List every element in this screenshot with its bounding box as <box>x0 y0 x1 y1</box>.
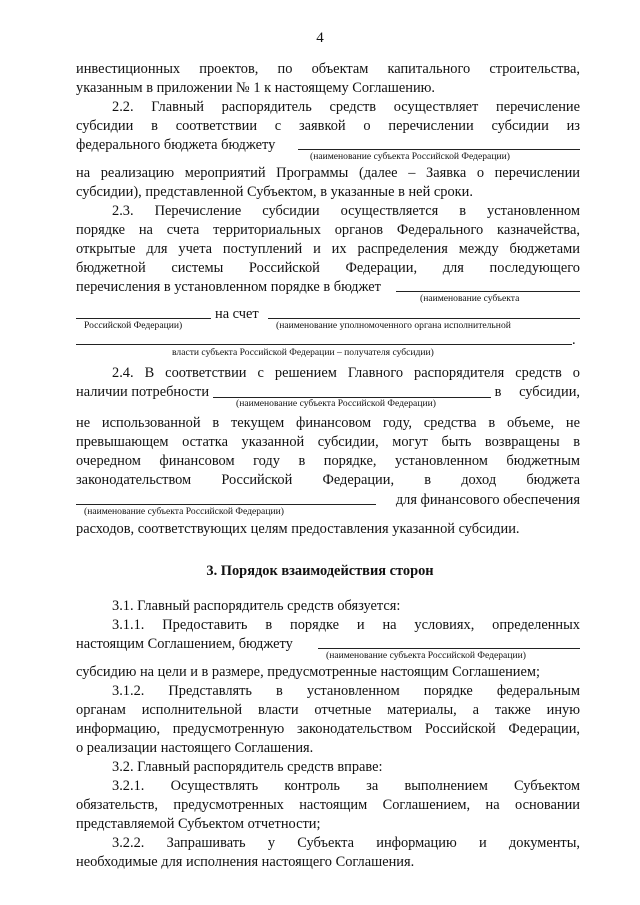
clause-2-2: 2.2. Главный распорядитель средств осуществляет перечисление <box>112 99 580 115</box>
text-line: о реализации настоящего Соглашения. <box>76 740 314 756</box>
text-line: обязательств, предусмотренных настоящим Соглашением, на основании <box>76 797 580 813</box>
text-line: субсидии), представленной Субъектом, в указанные в ней сроки. <box>76 184 473 200</box>
clause-2-4: 2.4. В соответствии с решением Главного распорядителя средств о <box>112 365 580 381</box>
text-line: законодательством Российской Федерации, в доход бюджета <box>76 472 580 488</box>
clause-3-2: 3.2. Главный распорядитель средств вправе: <box>112 759 383 775</box>
text-line: на реализацию мероприятий Программы (далее – Заявка о перечислении <box>76 165 580 181</box>
page-number: 4 <box>316 30 324 46</box>
text-line: настоящим Соглашением, бюджету <box>76 636 293 652</box>
clause-3-1-2: 3.1.2. Представлять в установленном порядке федеральным <box>112 683 580 699</box>
text-line: очередном финансовом году в порядке, установленном бюджетным <box>76 453 580 469</box>
text-line: превышающем остатка указанной субсидии, могут быть возвращены в <box>76 434 580 450</box>
text-line: субсидии в соответствии с заявкой о перечислении субсидии из <box>76 118 580 134</box>
text-line: субсидию на цели и в размере, предусмотренные настоящим Соглашением; <box>76 664 540 680</box>
field-caption: (наименование уполномоченного органа исполнительной <box>276 320 511 331</box>
text-line: бюджетной системы Российской Федерации, для последующего <box>76 260 580 276</box>
text-fragment: в субсидии, <box>494 384 580 400</box>
field-caption: (наименование субъекта Российской Федерации) <box>84 506 284 517</box>
clause-3-1-1: 3.1.1. Предоставить в порядке и на условиях, определенных <box>112 617 580 633</box>
text-line: . <box>572 332 576 348</box>
text-line: на счет <box>215 306 259 322</box>
section-heading: 3. Порядок взаимодействия сторон <box>206 563 434 579</box>
clause-2-3: 2.3. Перечисление субсидии осуществляется в установленном <box>112 203 580 219</box>
text-line: указанным в приложении № 1 к настоящему Соглашению. <box>76 80 435 96</box>
text-line: перечисления в установленном порядке в бюджет <box>76 279 381 295</box>
blank-field-line <box>76 344 572 345</box>
clause-3-2-2: 3.2.2. Запрашивать у Субъекта информацию и документы, <box>112 835 580 851</box>
blank-field-line <box>396 291 580 292</box>
text-line: федерального бюджета бюджету <box>76 137 276 153</box>
blank-field-line <box>268 318 580 319</box>
text-line: не использованной в текущем финансовом году, средства в объеме, не <box>76 415 580 431</box>
field-caption: (наименование субъекта Российской Федерации) <box>236 398 436 409</box>
blank-field-line <box>76 318 211 319</box>
text-line: порядке на счета территориальных органов Федерального казначейства, <box>76 222 580 238</box>
text-line: инвестиционных проектов, по объектам капитального строительства, <box>76 61 580 77</box>
field-caption: (наименование субъекта Российской Федерации) <box>326 650 526 661</box>
field-caption: власти субъекта Российской Федерации – получателя субсидии) <box>172 347 434 358</box>
field-caption: Российской Федерации) <box>84 320 183 331</box>
text-line: открытые для учета поступлений и их распределения между бюджетами <box>76 241 580 257</box>
text-line: информацию, предусмотренную законодательством Российской Федерации, <box>76 721 580 737</box>
text-line: для финансового обеспечения <box>395 492 580 508</box>
text-fragment: наличии потребности <box>76 384 210 400</box>
blank-field-line <box>298 149 580 150</box>
text-line: необходимые для исполнения настоящего Соглашения. <box>76 854 415 870</box>
field-caption: (наименование субъекта <box>420 293 520 304</box>
clause-3-1: 3.1. Главный распорядитель средств обязуется: <box>112 598 401 614</box>
blank-field-line <box>318 648 580 649</box>
clause-3-2-1: 3.2.1. Осуществлять контроль за выполнением Субъектом <box>112 778 580 794</box>
text-line: представляемой Субъектом отчетности; <box>76 816 321 832</box>
text-line: органам исполнительной власти отчетные материалы, а также иную <box>76 702 580 718</box>
text-line: расходов, соответствующих целям предоставления указанной субсидии. <box>76 521 520 537</box>
field-caption: (наименование субъекта Российской Федерации) <box>310 151 510 162</box>
blank-field-line <box>76 504 376 505</box>
